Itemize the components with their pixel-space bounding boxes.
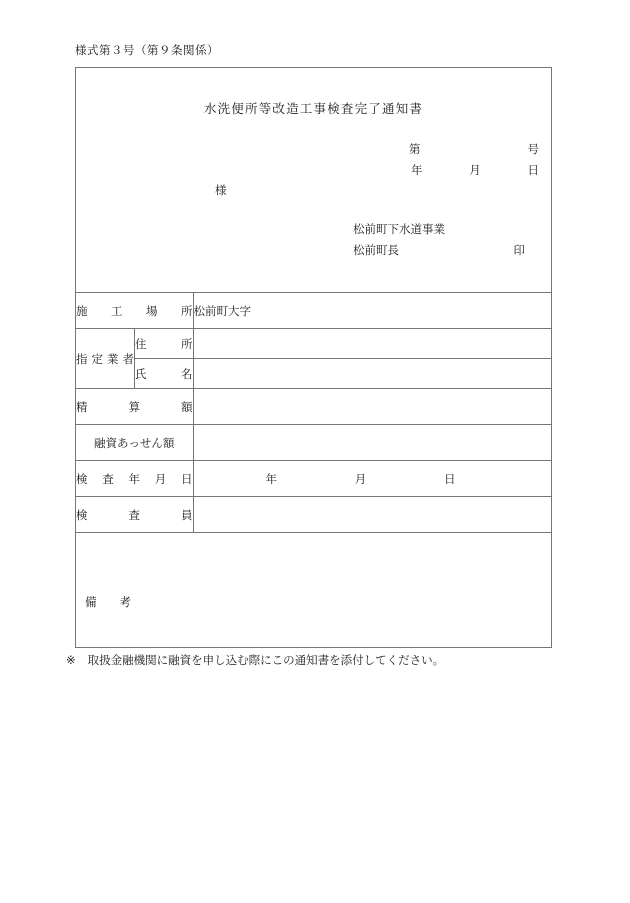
document-title: 水洗便所等改造工事検査完了通知書 <box>203 102 424 116</box>
table-row-loan <box>76 425 551 461</box>
label-site <box>76 293 193 329</box>
document-date-line <box>409 161 539 182</box>
label-inspector-char-3: 員 <box>181 509 193 522</box>
date-day-label: 日 <box>527 165 539 177</box>
label-remarks-char-1: 備 <box>85 597 97 609</box>
addressee-honorific: 様 <box>215 185 227 197</box>
date-year-label: 年 <box>411 165 423 177</box>
label-site-char-4: 所 <box>181 305 193 318</box>
label-inspection-date-char-4: 月 <box>154 473 167 486</box>
table-row-inspector <box>76 497 551 533</box>
label-contractor <box>76 329 135 389</box>
label-contractor-char-2: 定 <box>91 353 103 366</box>
label-address-char-2: 所 <box>181 338 193 351</box>
issuer-block <box>353 220 543 262</box>
label-contractor-name <box>135 359 194 389</box>
table-row-inspection-date <box>76 461 551 497</box>
label-inspection-date-char-5: 日 <box>181 473 193 486</box>
table-row-contractor-name <box>76 359 551 389</box>
label-inspection-date <box>76 461 193 497</box>
value-loan[interactable] <box>193 425 551 461</box>
label-inspector-char-1: 検 <box>76 509 88 522</box>
label-contractor-char-4: 者 <box>122 353 134 366</box>
document-number-prefix: 第 <box>409 144 421 156</box>
issuer-organization: 松前町下水道事業 <box>353 224 445 236</box>
value-inspector[interactable] <box>193 497 551 533</box>
table-row-remarks <box>76 533 551 663</box>
inspection-date-month-label: 月 <box>354 473 367 486</box>
form-outer-box <box>75 67 552 648</box>
date-month-label: 月 <box>469 165 481 177</box>
label-site-char-1: 施 <box>76 305 88 318</box>
value-site[interactable]: 松前町大字 <box>193 293 551 329</box>
footnote-text: 取扱金融機関に融資を申し込む際にこの通知書を添付してください。 <box>87 655 445 667</box>
seal-mark: 印 <box>513 245 525 257</box>
label-settlement-char-2: 算 <box>128 401 140 414</box>
value-settlement[interactable] <box>193 389 551 425</box>
label-remarks-char-2: 考 <box>119 597 131 609</box>
label-inspector-char-2: 査 <box>128 509 140 522</box>
form-details-table <box>76 292 551 662</box>
issuer-title-row <box>353 241 543 262</box>
label-inspection-date-char-3: 年 <box>128 473 140 486</box>
label-settlement-char-3: 額 <box>181 401 193 414</box>
label-contractor-address <box>135 329 194 359</box>
label-inspection-date-char-2: 査 <box>102 473 114 486</box>
issuer-title: 松前町長 <box>353 245 399 257</box>
remarks-area[interactable] <box>76 533 551 663</box>
value-inspection-date[interactable] <box>193 461 551 497</box>
label-remarks <box>76 585 131 610</box>
label-settlement <box>76 389 193 425</box>
table-row-settlement <box>76 389 551 425</box>
label-address-char-1: 住 <box>135 338 147 351</box>
reference-block <box>409 140 539 182</box>
footnote-mark-icon: ※ <box>66 655 76 667</box>
value-contractor-name[interactable] <box>193 359 551 389</box>
inspection-date-year-label: 年 <box>265 473 277 486</box>
label-contractor-char-1: 指 <box>76 353 88 366</box>
footnote <box>66 652 444 668</box>
label-site-char-2: 工 <box>111 305 123 318</box>
table-row-contractor-address <box>76 329 551 359</box>
form-number-caption: 様式第３号（第９条関係） <box>75 45 219 57</box>
document-number-line <box>409 140 539 161</box>
table-row-site <box>76 293 551 329</box>
form-heading-region <box>76 68 551 292</box>
label-name-char-1: 氏 <box>135 368 147 381</box>
value-contractor-address[interactable] <box>193 329 551 359</box>
inspection-date-day-label: 日 <box>444 473 456 486</box>
label-name-char-2: 名 <box>181 368 193 381</box>
label-loan: 融資あっせん額 <box>76 425 193 461</box>
label-contractor-char-3: 業 <box>107 353 119 366</box>
label-site-char-3: 場 <box>146 305 158 318</box>
label-inspector <box>76 497 193 533</box>
document-number-suffix: 号 <box>527 144 539 156</box>
label-settlement-char-1: 精 <box>76 401 88 414</box>
label-inspection-date-char-1: 検 <box>76 473 88 486</box>
